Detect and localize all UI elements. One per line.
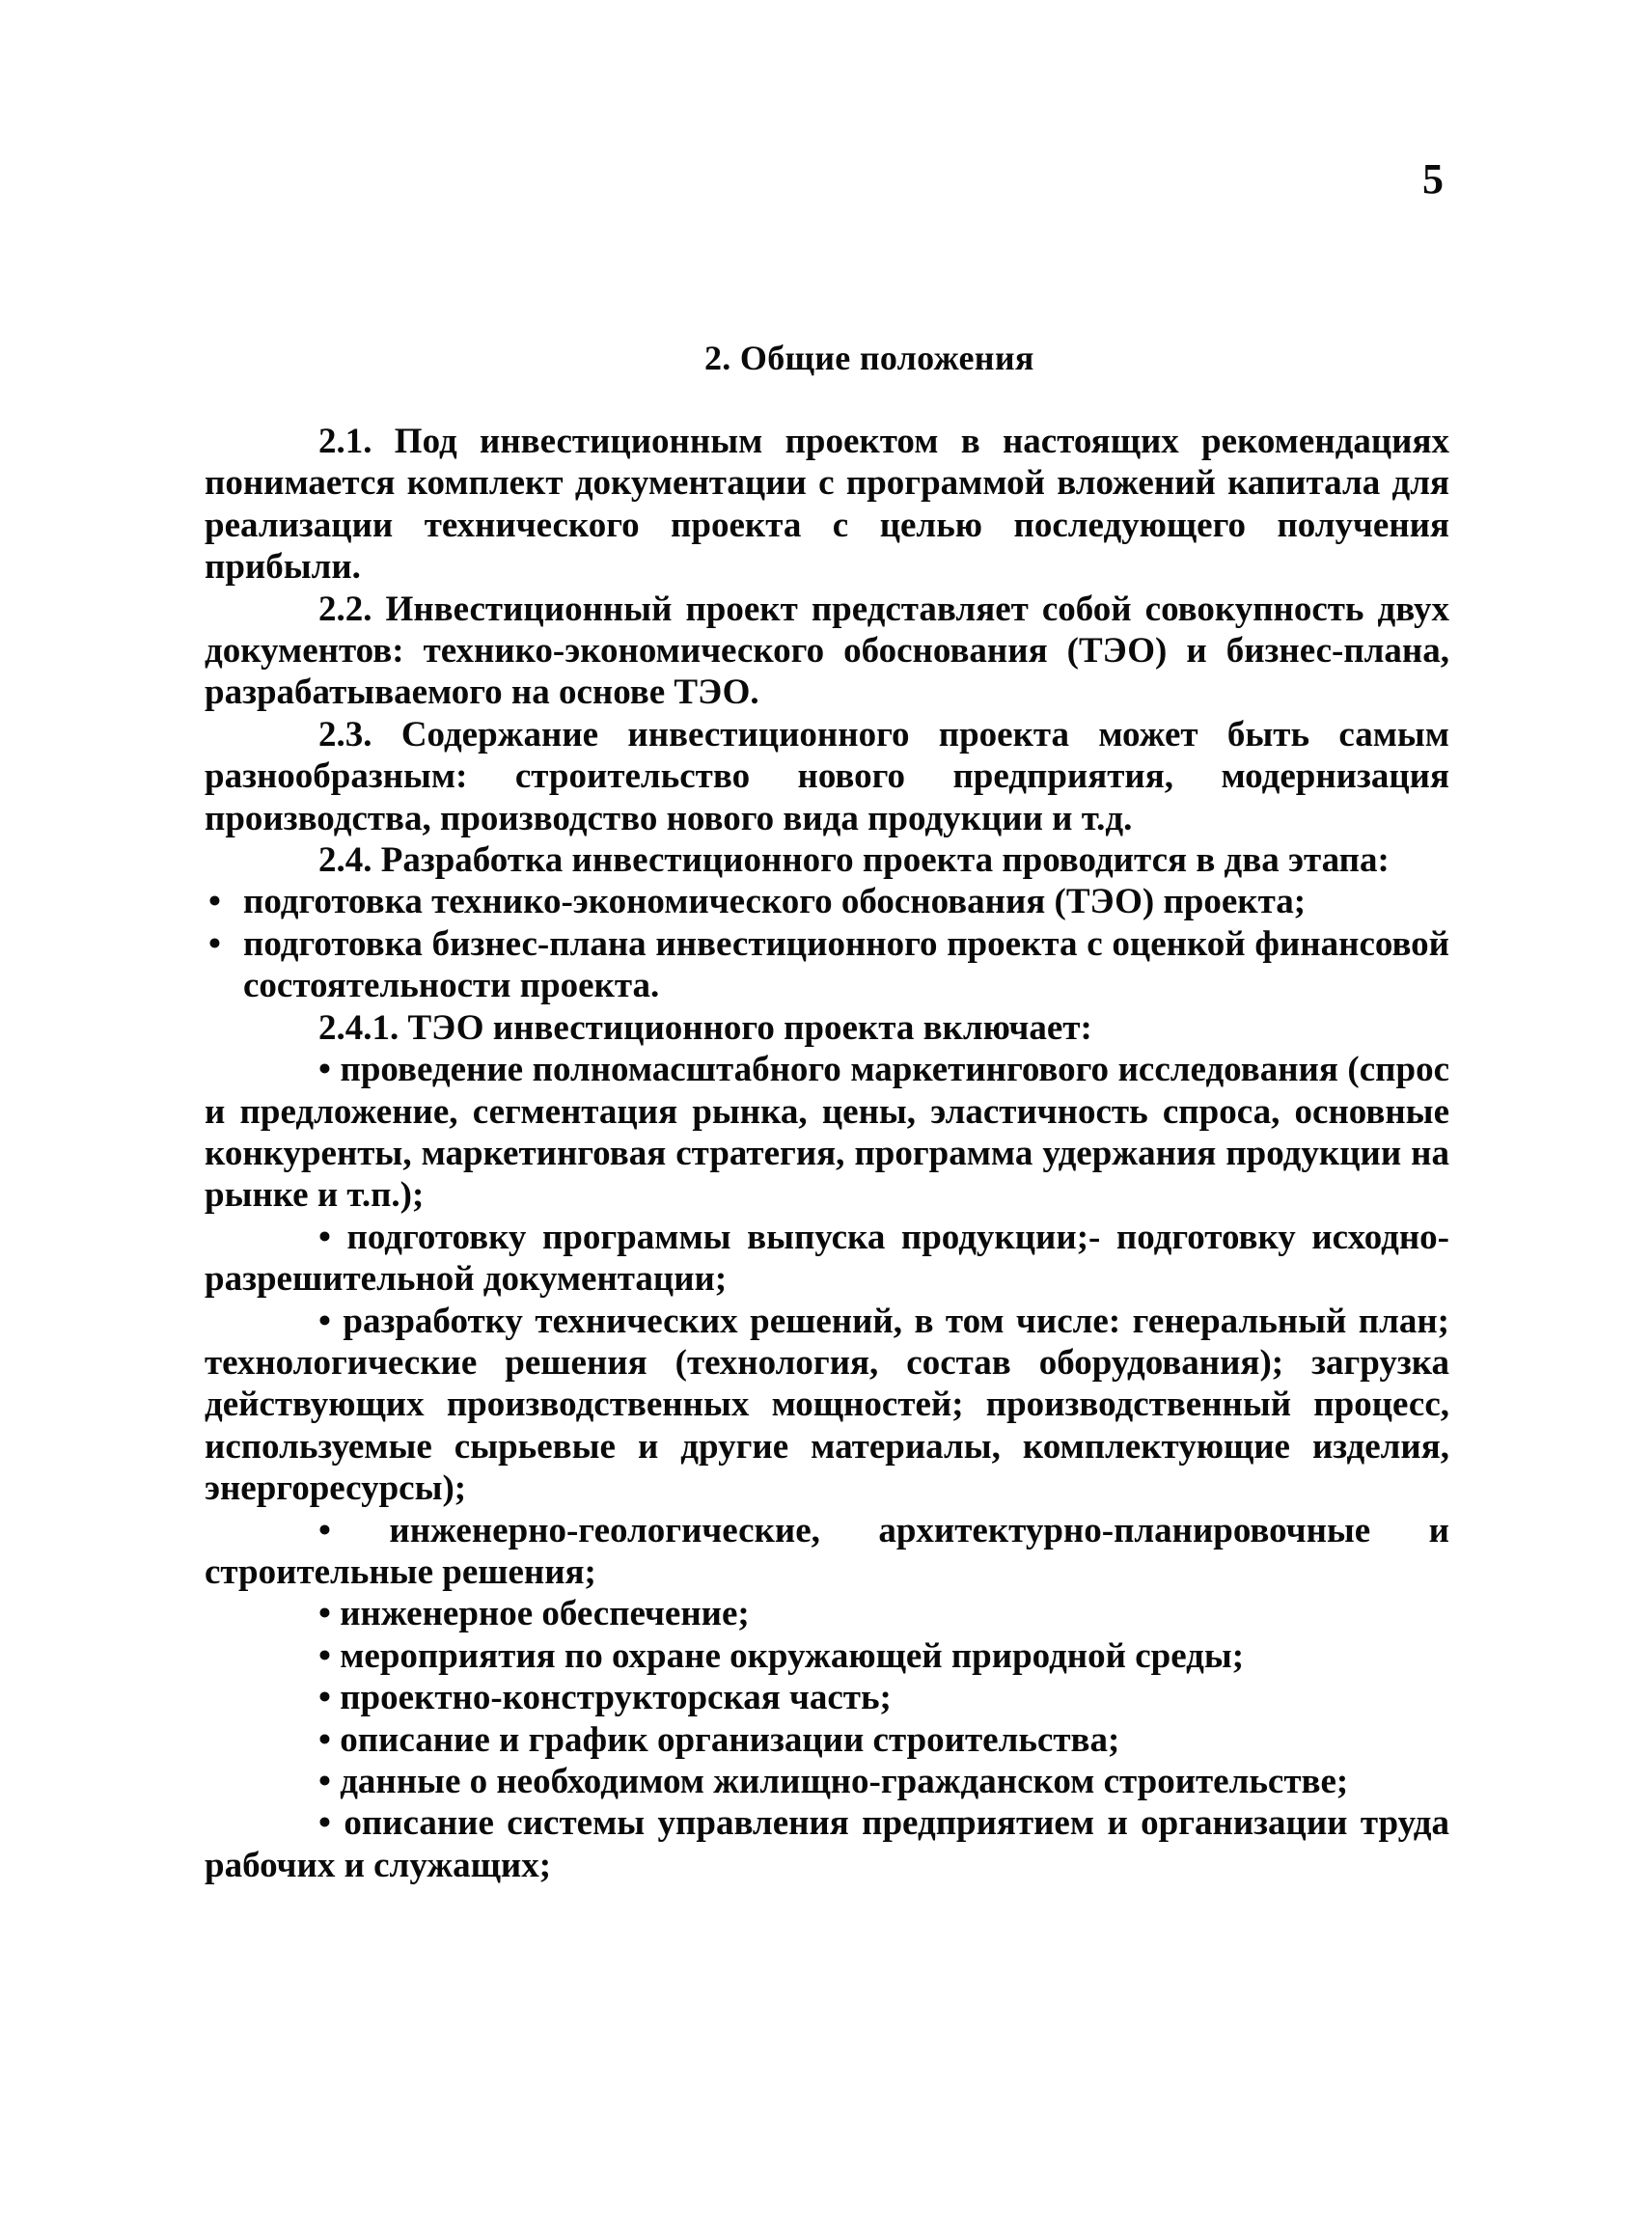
stage-list [205,881,1449,1006]
teo-item: • инженерно-геологические, архитектурно-планировочные и строительные решения; [205,1510,1449,1592]
teo-item: • описание системы управления предприятием и организации труда рабочих и служащих; [205,1803,1449,1885]
paragraph-2-4-1: 2.4.1. ТЭО инвестиционного проекта включает: [318,1007,1092,1048]
teo-item: • инженерное обеспечение; [318,1594,750,1634]
paragraph-2-2: 2.2. Инвестиционный проект представляет собой совокупность двух документов: технико-экономического обоснования (ТЭО) и бизнес-плана, разрабатываемого на основе ТЭО. [205,589,1449,713]
list-item [205,881,1449,922]
teo-item: • проектно-конструкторская часть; [318,1678,892,1718]
list-item-text: подготовка бизнес-плана инвестиционного проекта с оценкой финансовой состоятельности проекта. [243,923,1449,1006]
section-title: 2. Общие положения [704,339,1034,377]
paragraph-2-1: 2.1. Под инвестиционным проектом в настоящих рекомендациях понимается комплект документации с программой вложений капитала для реализации технического проекта с целью последующего получения прибыли. [205,422,1449,588]
bullet-icon: • [208,882,221,922]
document-body [205,421,1449,1886]
paragraph-2-3: 2.3. Содержание инвестиционного проекта может быть самым разнообразным: строительство нового предприятия, модернизация производства, производство нового вида продукции и т.д. [205,714,1449,838]
list-item [205,923,1449,1007]
page-number: 5 [1422,155,1444,203]
paragraph-2-4: 2.4. Разработка инвестиционного проекта проводится в два этапа: [318,840,1390,881]
bullet-icon: • [208,923,221,964]
teo-item: • описание и график организации строительства; [318,1719,1120,1760]
list-item-text: подготовка технико-экономического обоснования (ТЭО) проекта; [243,882,1307,922]
teo-item: • проведение полномасштабного маркетингового исследования (спрос и предложение, сегментация рынка, цены, эластичность спроса, основные конкуренты, маркетинговая стратегия, программа удержания продукции на рынке и т.п.); [205,1050,1449,1216]
teo-item: • мероприятия по охране окружающей природной среды; [318,1635,1245,1676]
teo-item: • разработку технических решений, в том числе: генеральный план; технологические решения (технология, состав оборудования); загрузка действующих производственных мощностей; производственный процесс, используемые сырьевые и другие материалы, комплектующие изделия, энергоресурсы); [205,1301,1449,1509]
teo-item: • подготовку программы выпуска продукции;- подготовку исходно-разрешительной документации; [205,1217,1449,1300]
teo-item: • данные о необходимом жилищно-гражданском строительстве; [318,1762,1349,1801]
